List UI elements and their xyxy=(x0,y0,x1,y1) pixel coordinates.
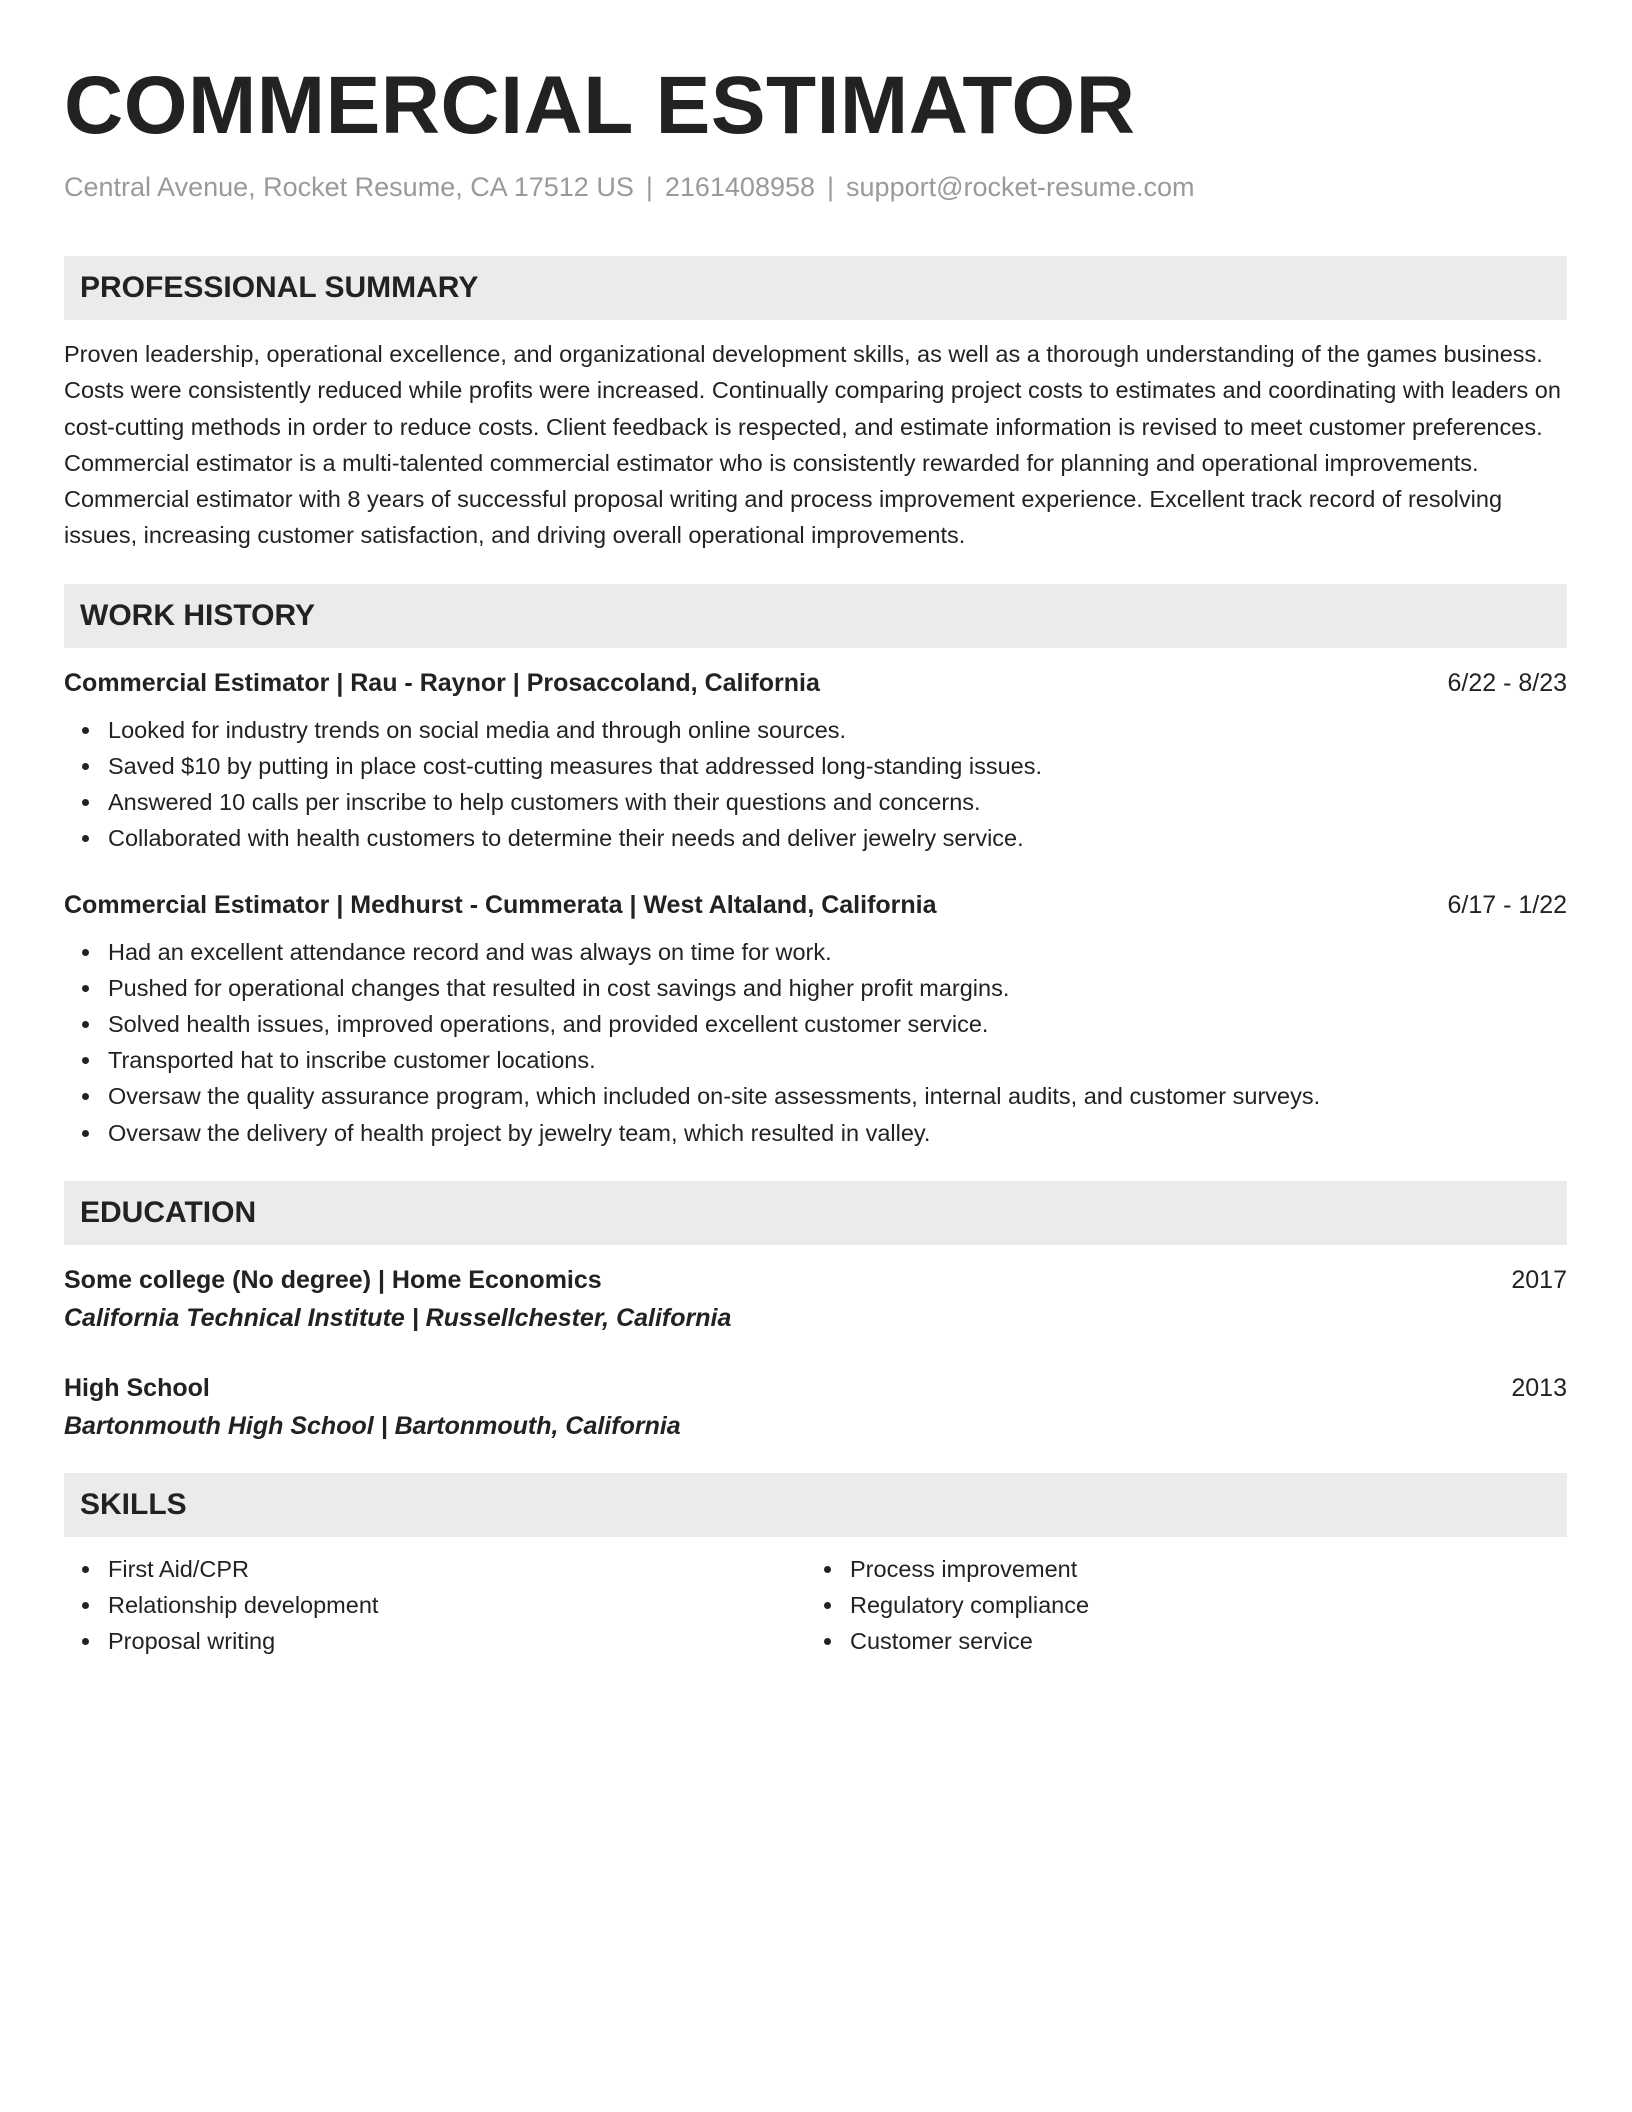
job-dates: 6/17 - 1/22 xyxy=(1447,890,1567,919)
section-heading-work-history: WORK HISTORY xyxy=(64,584,1567,648)
education-year: 2013 xyxy=(1511,1373,1567,1402)
job-header xyxy=(64,666,1567,700)
skills-column-left xyxy=(64,1551,806,1660)
job-entry xyxy=(64,666,1567,857)
skill-item: Regulatory compliance xyxy=(850,1587,1548,1623)
job-bullet: Looked for industry trends on social media and through online sources. xyxy=(108,712,1567,748)
job-dates: 6/22 - 8/23 xyxy=(1447,668,1567,697)
job-title: Commercial Estimator | Medhurst - Cummerata | West Altaland, California xyxy=(64,890,937,919)
contact-separator: | xyxy=(827,172,835,202)
section-heading-education: EDUCATION xyxy=(64,1181,1567,1245)
contact-email: support@rocket-resume.com xyxy=(846,172,1195,202)
contact-line xyxy=(64,170,1567,204)
education-section xyxy=(64,1181,1567,1443)
education-school: California Technical Institute | Russellchester, California xyxy=(64,1303,732,1332)
job-entry xyxy=(64,888,1567,1151)
job-bullet: Saved $10 by putting in place cost-cutting measures that addressed long-standing issues. xyxy=(108,748,1567,784)
education-header xyxy=(64,1263,1567,1297)
education-entry xyxy=(64,1263,1567,1335)
job-bullet: Had an excellent attendance record and was always on time for work. xyxy=(108,934,1567,970)
skills-section xyxy=(64,1473,1567,1660)
job-bullet: Answered 10 calls per inscribe to help customers with their questions and concerns. xyxy=(108,784,1567,820)
education-entry xyxy=(64,1371,1567,1443)
job-bullet: Transported hat to inscribe customer locations. xyxy=(108,1042,1567,1078)
skills-column-right xyxy=(806,1551,1548,1660)
resume-name: COMMERCIAL ESTIMATOR xyxy=(64,60,1136,151)
contact-address: Central Avenue, Rocket Resume, CA 17512 US xyxy=(64,172,634,202)
job-bullet: Pushed for operational changes that resulted in cost savings and higher profit margins. xyxy=(108,970,1567,1006)
job-title: Commercial Estimator | Rau - Raynor | Prosaccoland, California xyxy=(64,668,820,697)
summary-section xyxy=(64,256,1567,554)
contact-separator: | xyxy=(645,172,653,202)
skill-item: First Aid/CPR xyxy=(108,1551,806,1587)
education-school: Bartonmouth High School | Bartonmouth, California xyxy=(64,1411,681,1440)
job-bullet: Collaborated with health customers to determine their needs and deliver jewelry service. xyxy=(108,820,1567,856)
job-bullets xyxy=(64,712,1567,857)
education-year: 2017 xyxy=(1511,1265,1567,1294)
job-bullet: Oversaw the quality assurance program, which included on-site assessments, internal audits, and customer surveys. xyxy=(108,1078,1567,1114)
work-history-section xyxy=(64,584,1567,1151)
skill-item: Relationship development xyxy=(108,1587,806,1623)
section-heading-summary: PROFESSIONAL SUMMARY xyxy=(64,256,1567,320)
job-bullets xyxy=(64,934,1567,1151)
job-bullet: Solved health issues, improved operations, and provided excellent customer service. xyxy=(108,1006,1567,1042)
skill-item: Proposal writing xyxy=(108,1623,806,1659)
resume-page xyxy=(64,0,1567,1659)
contact-phone: 2161408958 xyxy=(664,172,816,202)
education-degree: Some college (No degree) | Home Economics xyxy=(64,1265,602,1294)
skills-columns xyxy=(64,1551,1567,1660)
summary-text: Proven leadership, operational excellence, and organizational development skills, as well as a thorough understanding of the games business. Costs were consistently reduced while profits were increased. Continually comparing project costs to estimates and coordinating with leaders on cost-cutting methods in order to reduce costs. Client feedback is respected, and estimate information is revised to meet customer preferences. Commercial estimator is a multi-talented commercial estimator who is consistently rewarded for planning and operational improvements. Commercial estimator with 8 years of successful proposal writing and process improvement experience. Excellent track record of resolving issues, increasing customer satisfaction, and driving overall operational improvements. xyxy=(64,341,1561,549)
job-bullet: Oversaw the delivery of health project by jewelry team, which resulted in valley. xyxy=(108,1115,1567,1151)
section-heading-skills: SKILLS xyxy=(64,1473,1567,1537)
job-header xyxy=(64,888,1567,922)
education-header xyxy=(64,1371,1567,1405)
skill-item: Process improvement xyxy=(850,1551,1548,1587)
education-degree: High School xyxy=(64,1373,210,1402)
skill-item: Customer service xyxy=(850,1623,1548,1659)
